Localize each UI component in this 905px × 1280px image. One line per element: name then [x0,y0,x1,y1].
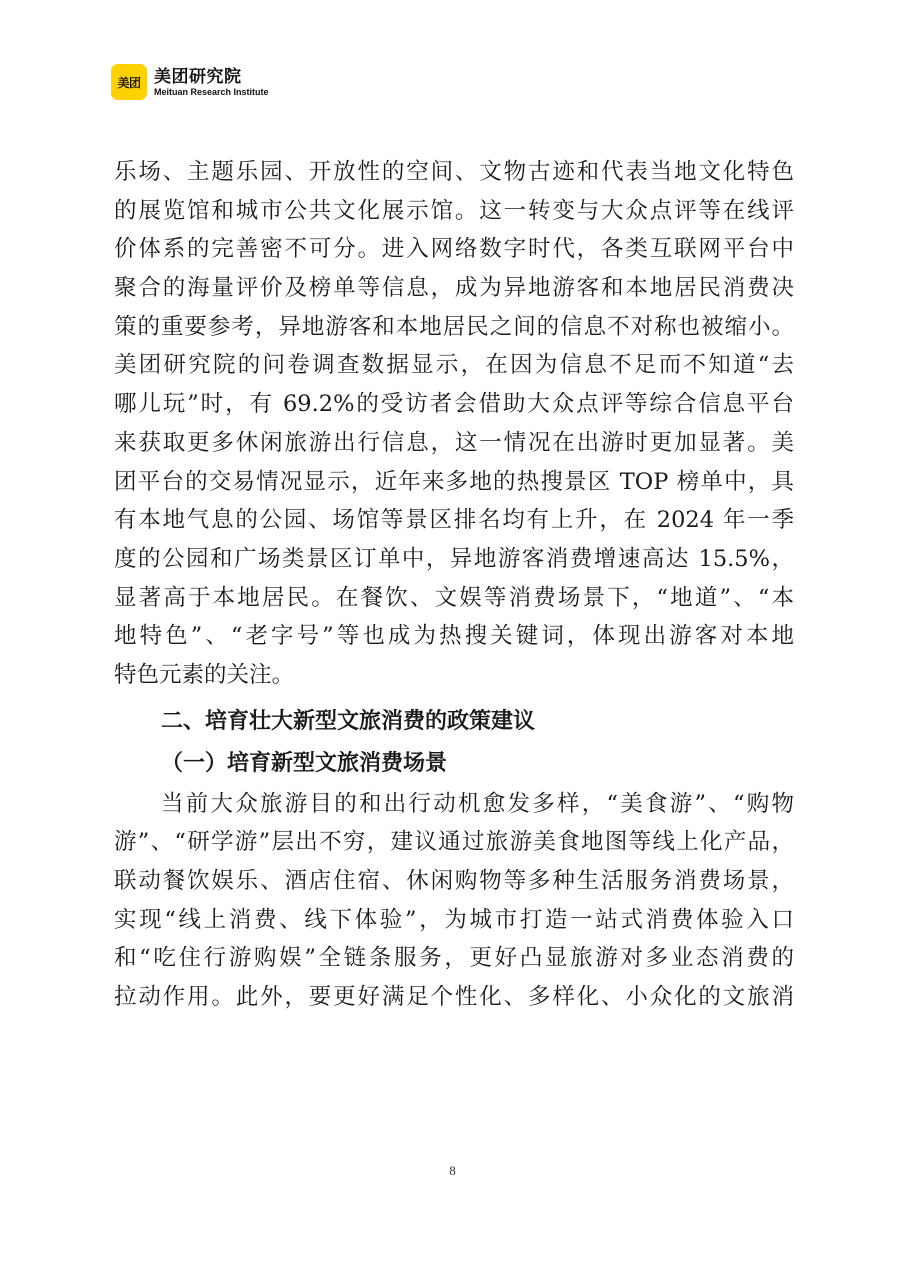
text-line: 有本地气息的公园、场馆等景区排名均有上升，在 2024 年一季 [114,507,794,534]
page-number: 8 [449,1163,456,1178]
text-line: 团平台的交易情况显示，近年来多地的热搜景区 TOP 榜单中，具 [114,468,794,495]
document-body [114,153,794,1017]
text-line: 地特色”、“老字号”等也成为热搜关键词，体现出游客对本地 [114,623,794,650]
page-header [111,64,269,100]
org-name-en: Meituan Research Institute [154,86,269,97]
text-line: 聚合的海量评价及榜单等信息，成为异地游客和本地居民消费决 [114,275,794,302]
text-line: 的展览馆和城市公共文化展示馆。这一转变与大众点评等在线评 [114,197,794,224]
text-line: 策的重要参考，异地游客和本地居民之间的信息不对称也被缩小。 [114,313,794,340]
logo-text [154,67,269,98]
text-line: 当前大众旅游目的和出行动机愈发多样，“美食游”、“购物 [161,790,794,817]
subsection-heading: （一）培育新型文旅消费场景 [161,749,448,776]
text-line: 特色元素的关注。 [114,661,295,688]
meituan-logo-badge: 美团 [111,64,147,100]
paragraph-2 [114,785,794,1017]
text-line: 哪儿玩”时，有 69.2%的受访者会借助大众点评等综合信息平台 [114,391,794,418]
text-line: 实现“线上消费、线下体验”，为城市打造一站式消费体验入口 [114,906,794,933]
text-line: 度的公园和广场类景区订单中，异地游客消费增速高达 15.5%， [114,545,794,572]
org-name-cn: 美团研究院 [154,66,242,87]
text-line: 和“吃住行游购娱”全链条服务，更好凸显旅游对多业态消费的 [114,945,794,972]
text-line: 联动餐饮娱乐、酒店住宿、休闲购物等多种生活服务消费场景， [114,868,794,894]
text-line: 乐场、主题乐园、开放性的空间、文物古迹和代表当地文化特色 [114,159,794,185]
text-line: 显著高于本地居民。在餐饮、文娱等消费场景下，“地道”、“本 [114,584,794,611]
text-line: 美团研究院的问卷调查数据显示，在因为信息不足而不知道“去 [114,352,794,379]
text-line: 来获取更多休闲旅游出行信息，这一情况在出游时更加显著。美 [114,429,794,456]
text-line: 拉动作用。此外，要更好满足个性化、多样化、小众化的文旅消 [114,984,794,1011]
text-line: 游”、“研学游”层出不穷，建议通过旅游美食地图等线上化产品， [114,829,794,856]
section-heading: 二、培育壮大新型文旅消费的政策建议 [161,708,536,734]
text-line: 价体系的完善密不可分。进入网络数字时代，各类互联网平台中 [114,236,794,263]
paragraph-1 [114,153,794,695]
